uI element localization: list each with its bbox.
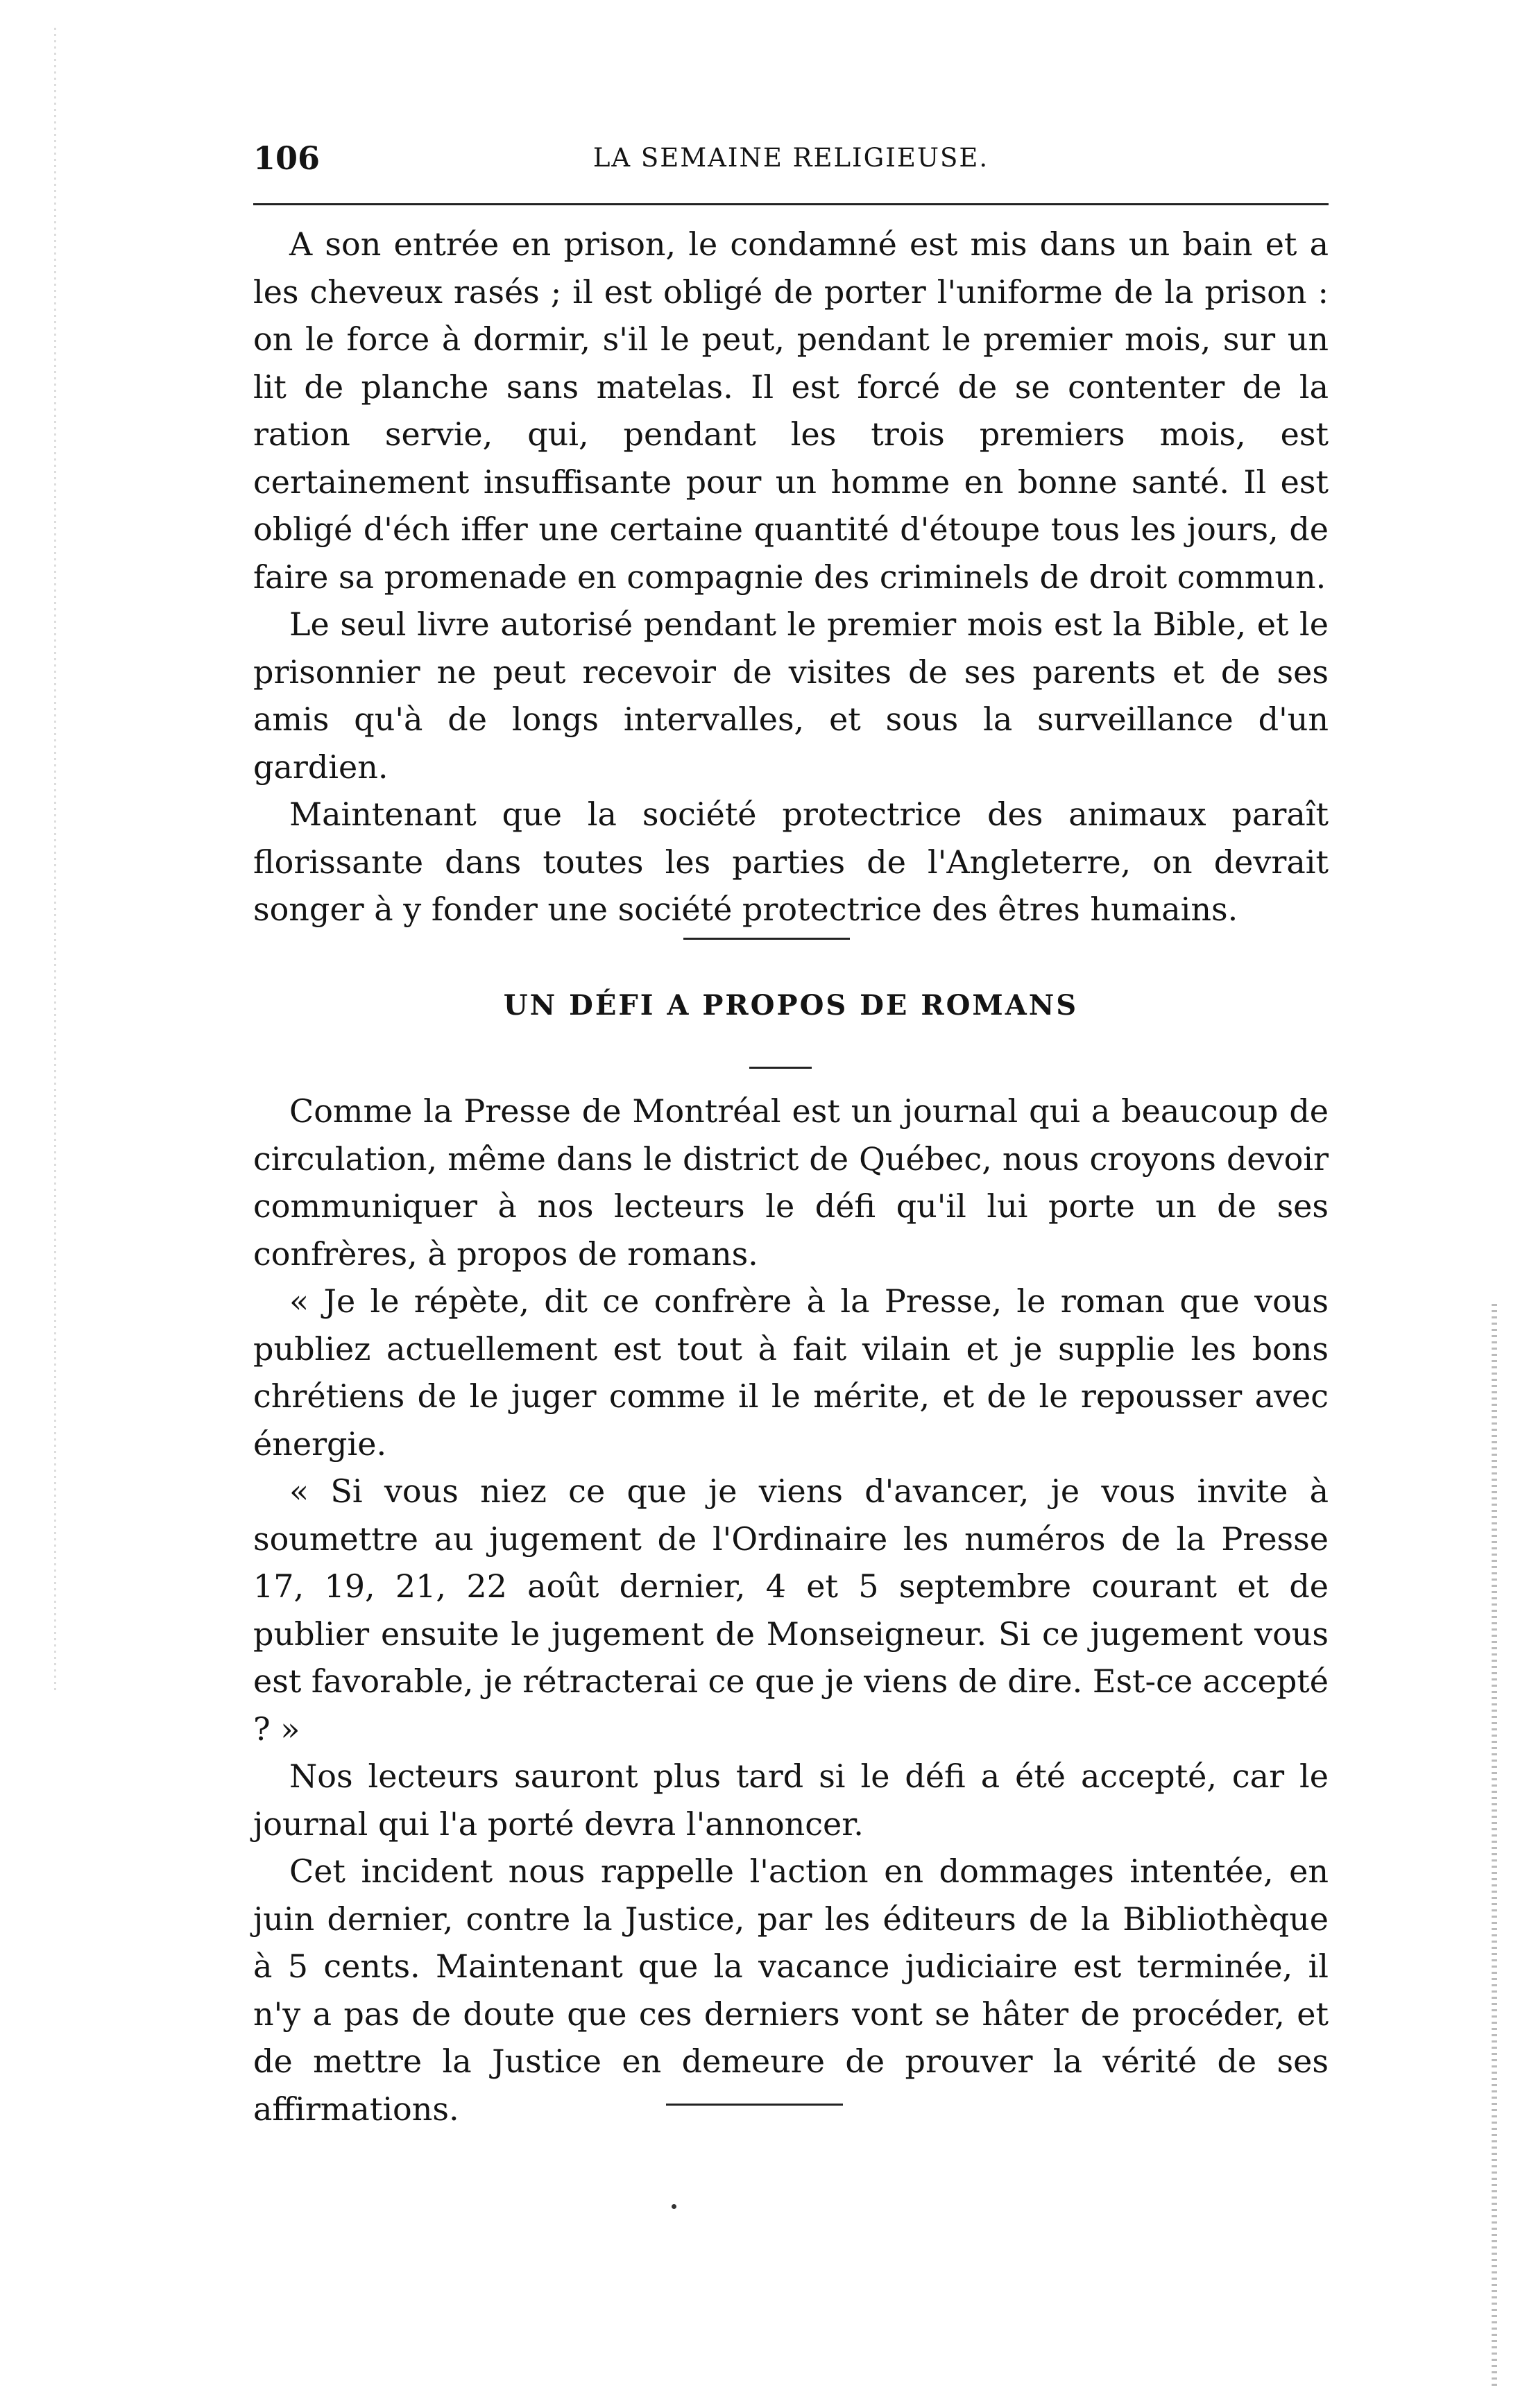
paragraph: A son entrée en prison, le condamné est mis dans un bain et a les cheveux rasés ; il est obligé de porter l'uniforme de la prison : on le force à dormir, s'il le peut, pendant le premier mois, sur un lit de planche sans matelas. Il est forcé de se contenter de la ration servie, qui, pendant les trois premiers mois, est certainement insuffisante pour un homme en bonne santé. Il est obligé d'éch iffer une certaine quantité d'étoupe tous les jours, de faire sa promenade en compagnie des criminels de droit commun. — [253, 225, 1329, 596]
paragraph: Comme la Presse de Montréal est un journal qui a beaucoup de circulation, même dans le district de Québec, nous croyons devoir communiquer à nos lecteurs le défi qu'il lui porte un de ses confrères, à propos de romans. — [253, 1092, 1329, 1273]
section-title: UN DÉFI A PROPOS DE ROMANS — [503, 989, 1079, 1022]
title-dash — [749, 1067, 812, 1069]
page-number: 106 — [253, 139, 321, 177]
scan-edge-noise — [54, 28, 56, 1692]
section-separator — [683, 938, 850, 940]
paragraph: « Je le répète, dit ce confrère à la Presse, le roman que vous publiez actuellement est tout à fait vilain et je supplie les bons chrétiens de le juger comme il le mérite, et de le repousser avec énergie. — [253, 1282, 1329, 1463]
header-rule — [253, 203, 1329, 205]
paragraph: Cet incident nous rappelle l'action en dommages intentée, en juin dernier, contre la Justice, par les éditeurs de la Bibliothèque à 5 cents. Maintenant que la vacance judiciaire est terminée, il n'y a pas de doute que ces derniers vont se hâter de procéder, et de mettre la Justice en demeure de prouver la vérité de ses affirmations. — [253, 1852, 1329, 2128]
running-title: LA SEMAINE RELIGIEUSE. — [592, 143, 989, 173]
article-romans-text — [253, 1087, 1329, 2133]
paragraph: « Si vous niez ce que je viens d'avancer, je vous invite à soumettre au jugement de l'Ordinaire les numéros de la Presse 17, 19, 21, 22 août dernier, 4 et 5 septembre courant et de publier ensuite le jugement de Monseigneur. Si ce jugement vous est favorable, je rétracterai ce que je viens de dire. Est-ce accepté ? » — [253, 1472, 1329, 1748]
end-rule — [666, 2104, 843, 2106]
scan-edge-noise — [1492, 1304, 1497, 2386]
paragraph: Nos lecteurs sauront plus tard si le défi a été accepté, car le journal qui l'a porté devra l'annoncer. — [253, 1757, 1329, 1843]
paragraph: Le seul livre autorisé pendant le premier mois est la Bible, et le prisonnier ne peut recevoir de visites de ses parents et de ses amis qu'à de longs intervalles, et sous la surveillance d'un gardien. — [253, 605, 1329, 786]
running-head — [253, 137, 1329, 179]
article-prison-text — [253, 221, 1329, 934]
stray-mark — [672, 2204, 676, 2209]
paragraph: Maintenant que la société protectrice des animaux paraît florissante dans toutes les parties de l'Angleterre, on devrait songer à y fonder une société protectrice des êtres humains. — [253, 796, 1329, 928]
